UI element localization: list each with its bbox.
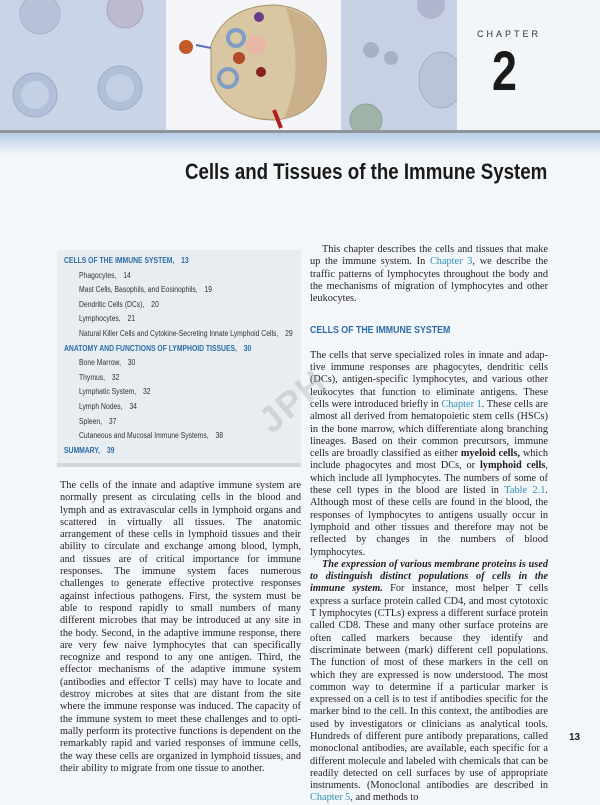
right-column: [310, 244, 548, 805]
toc-page-number: 29: [285, 329, 293, 338]
intro-text: This chapter describes the cells and tissues that make up the immune system. In Chapter 3, we describe the traffic patterns of lymphocytes throughout the body and the mechanisms of migration of lymphocytes and other leukocytes.: [310, 244, 549, 305]
toc-page-number: 38: [215, 431, 224, 441]
toc-entry[interactable]: CELLS OF THE IMMUNE SYSTEM, 13: [64, 256, 189, 265]
toc-page-number: 30: [243, 343, 252, 353]
toc-page-number: 21: [127, 314, 136, 324]
toc-page-number: 14: [123, 270, 131, 280]
cell-illustration-left: [0, 0, 166, 130]
chapter-header-banner: [0, 0, 600, 130]
lymph-node-illustration: [166, 0, 341, 130]
toc-entry[interactable]: Mast Cells, Basophils, and Eosinophils, 19: [79, 285, 213, 295]
chapter-number: 2: [492, 39, 517, 102]
toc-page-number: 32: [111, 372, 120, 382]
toc-entry[interactable]: Phagocytes, 14: [79, 270, 131, 280]
toc-page-number: 34: [129, 402, 137, 411]
toc-entry[interactable]: Spleen, 37: [79, 416, 117, 426]
toc-entry[interactable]: Natural Killer Cells and Cytokine-Secreting Innate Lymphoid Cells, 29: [79, 329, 293, 338]
toc-page-number: 19: [204, 285, 213, 295]
toc-entry[interactable]: Thymus, 32: [79, 372, 120, 382]
toc-page-number: 13: [181, 256, 189, 265]
toc-page-number: 30: [127, 358, 136, 368]
chapter-outline: [57, 250, 301, 467]
toc-entry[interactable]: Cutaneous and Mucosal Immune Systems, 38: [79, 431, 224, 441]
toc-page-number: 39: [106, 445, 115, 455]
chapter-1-link[interactable]: Chapter 1: [441, 398, 482, 410]
cell-illustration-right: [341, 0, 457, 130]
paragraph-markers: The expression of various membrane proteins is used to distinguish distinct populations of cells in the immune system. For instance, most helper T cells express a surface protein called CD4, and most cytotoxic T lymphocytes (CTLs) express a different surface protein called CD8. These and many other surface proteins are often called markers because they identify and discriminate between (mark) different cell populations. The function of most of these markers in the cell on which they are expressed is now understood. The most common way to determine if a particular marker is expressed on a cell is to test if antibodies specific for the marker bind to the cell. In this context, the antibodies are used by investigators or clinicians as analytical tools. Hundreds of different pure antibody preparations, called monoclonal antibodies, are available, each specific for a different molecule and labeled with chemicals that can be readily detected on cell surfaces by use of appropriate instruments. (Monoclonal antibodies are described in Chapter 5, and methods to: [310, 558, 548, 804]
page-number: 13: [569, 732, 581, 743]
toc-page-number: 37: [108, 416, 117, 426]
watermark: JPH: [250, 360, 335, 441]
intro-paragraph: The cells of the innate and adaptive immune system are normally present as circulating cells in the blood and lymph and as extravascular cells in lymphoid organs and scattered in virtually all tissues. The anatomic arrangement of these cells in lymphoid tissues and their ability to circulate and exchange among blood, lymph, and tissues are of critical importance for immune responses. The immune system faces numerous challenges to generate effective protective responses against infectious pathogens. First, the system must be able to respond rapidly to small numbers of many different microbes that may be introduced at any site in the body. Second, in the adaptive immune response, there are very few naive lymphocytes that can specifically recognize and respond to any one antigen. Third, the effector mechanisms of the adaptive immune system (antibodies and effector T cells) may have to locate and destroy microbes at sites that are distant from the site where the immune response was induced. The capacity of the immune system to meet these challenges and to optimally perform its protective functions is dependent on the remarkably rapid and varied responses of immune cells, the way these cells are organized in lymphoid tissues, and their ability to migrate from one tissue to another.: [60, 480, 301, 774]
chapter-label: CHAPTER: [477, 29, 542, 39]
toc-page-number: 20: [151, 299, 159, 309]
toc-entry[interactable]: ANATOMY AND FUNCTIONS OF LYMPHOID TISSUES, 30: [64, 343, 252, 353]
toc-entry[interactable]: Dendritic Cells (DCs), 20: [79, 299, 159, 309]
header-gradient: [0, 133, 600, 155]
paragraph-cells: The cells that serve specialized roles in innate and adaptive immune responses are phagocytes, dendritic cells (DCs), antigen-specific lymphocytes, and various other leukocytes that function to eliminate antigens. These cells were introduced briefly in Chapter 1. These cells are almost all derived from hematopoietic stem cells (HSCs) in the bone marrow, which differentiate along branching lineages. Based on their common precursors, immune cells are broadly classified as either myeloid cells, which include phagocytes and most DCs, or lymphoid cells, which include all lymphocytes. The numbers of some of these cell types in the blood are listed in Table 2.1. Although most of these cells are found in the blood, the responses of lymphocytes to antigens usually occur in lymphoid and other tissues and therefore may not be reflected by changes in the numbers of blood lymphocytes.: [310, 349, 548, 558]
toc-page-number: 32: [142, 387, 151, 397]
chapter-title: Cells and Tissues of the Immune System: [184, 159, 547, 184]
toc-entry[interactable]: Bone Marrow, 30: [79, 358, 136, 368]
chapter-3-link[interactable]: Chapter 3: [429, 256, 473, 268]
toc-entry[interactable]: Lymphocytes, 21: [79, 314, 136, 324]
toc-entry[interactable]: Lymph Nodes, 34: [79, 402, 137, 411]
chapter-5-link[interactable]: Chapter 5: [310, 792, 351, 804]
section-heading: CELLS OF THE IMMUNE SYSTEM: [310, 325, 451, 337]
toc-entry[interactable]: Lymphatic System, 32: [79, 387, 151, 397]
table-2-1-link[interactable]: Table 2.1: [504, 485, 546, 497]
chapter-number-panel: [457, 0, 600, 130]
toc-entry[interactable]: SUMMARY, 39: [64, 445, 115, 455]
